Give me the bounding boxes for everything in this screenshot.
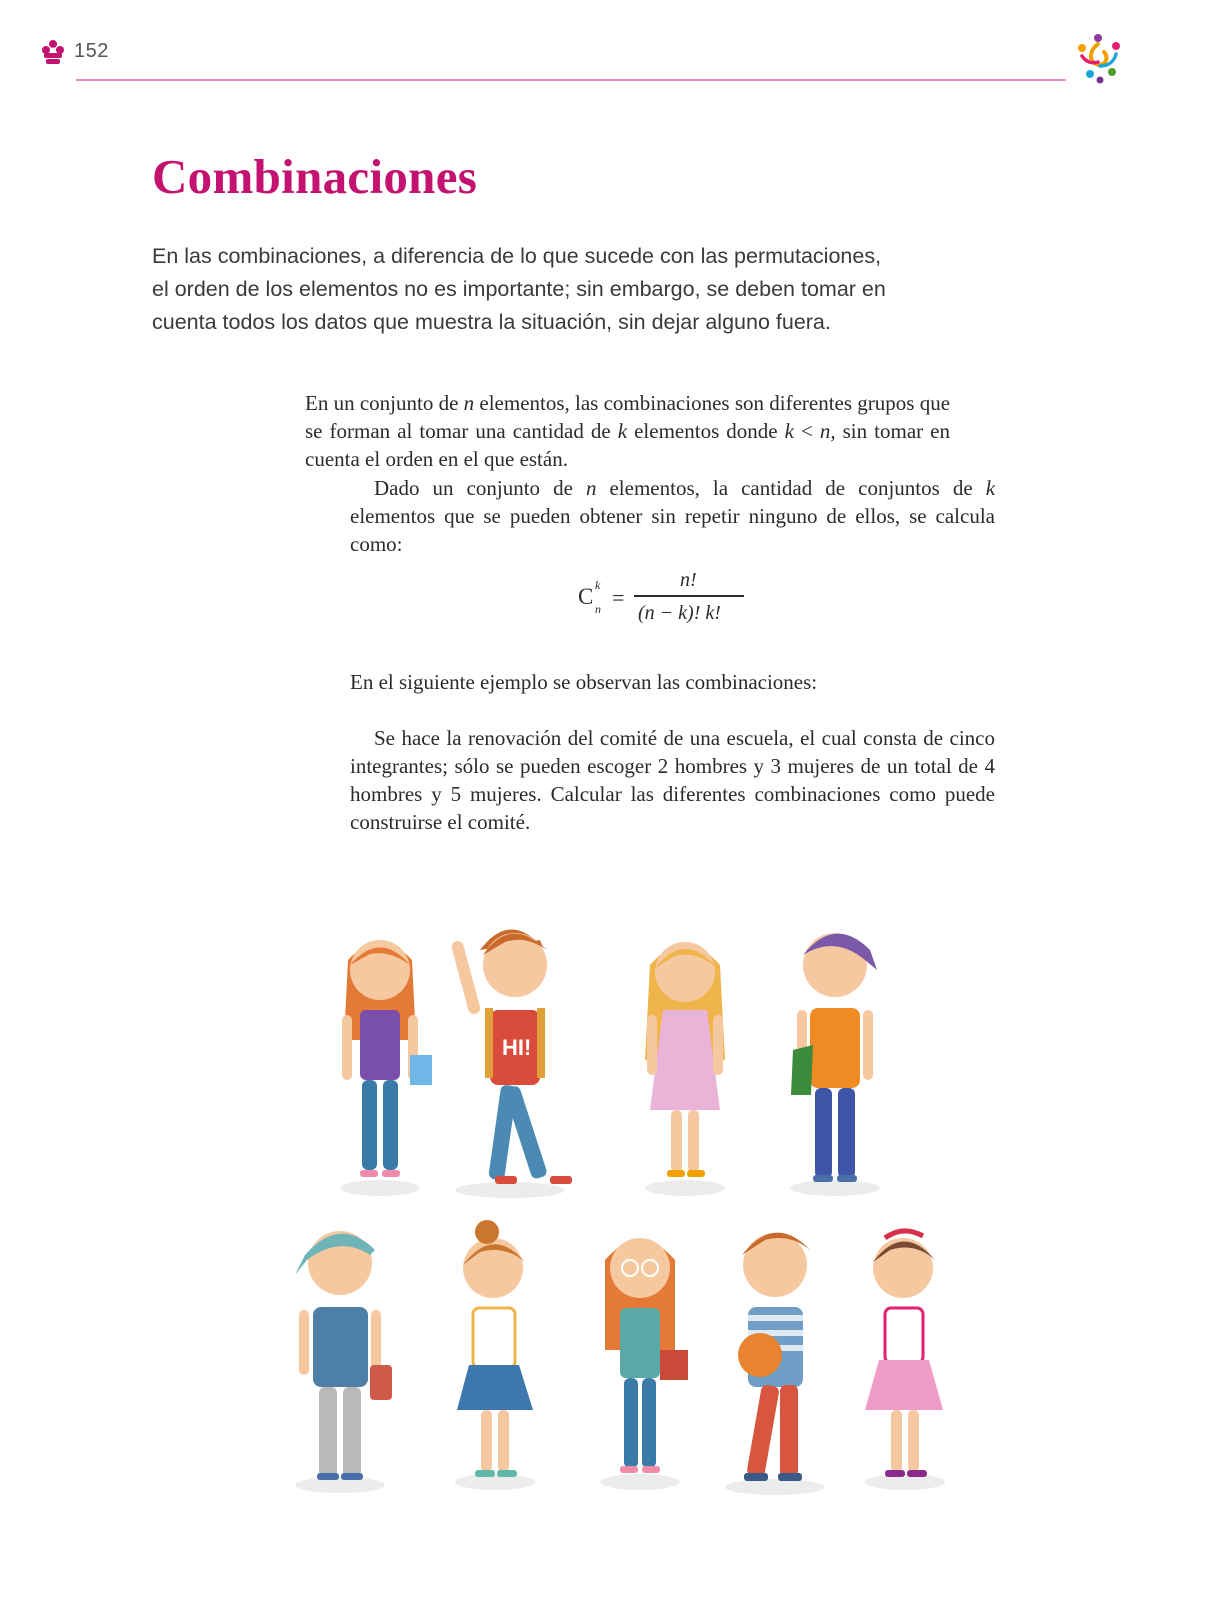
formula-intro-paragraph: Dado un conjunto de n elementos, la cantidad de conjuntos de k elementos que se pueden obtener sin repetir ninguno de ellos, se calcula como: — [350, 476, 996, 556]
colorful-figures-logo-icon — [1070, 32, 1128, 84]
girl-purple-shirt — [340, 940, 432, 1196]
problem-statement: Se hace la renovación del comité de una escuela, el cual consta de cinco integrantes; sólo se pueden escoger 2 hombres y 3 mujeres de un total de 4 hombres y 5 mujeres. Calcular las diferentes combinaciones como puede construirse el comité. — [350, 726, 995, 834]
page-title: Combinaciones — [152, 149, 478, 204]
combination-formula — [578, 566, 778, 636]
formula-subscript: n — [595, 602, 601, 616]
page-number: 152 — [74, 40, 109, 62]
definition-paragraph: En un conjunto de n elementos, las combinaciones son diferentes grupos que se forman al tomar una cantidad de k elementos donde k < n, sin tomar en cuenta el orden en el que están. — [305, 391, 951, 471]
boy-teal-cap — [295, 1231, 392, 1493]
fraction-bar — [634, 595, 744, 597]
page-header — [0, 0, 1214, 100]
boy-purple-cap — [790, 933, 880, 1196]
formula-numerator: n! — [680, 569, 697, 591]
intro-paragraph: En las combinaciones, a diferencia de lo que sucede con las permutaciones, el orden de los elementos no es importante; sin embargo, se deben tomar en cuenta todos los datos que muestra la situación, sin dejar alguno fuera. — [152, 244, 886, 334]
girl-headband — [865, 1231, 945, 1490]
girl-pink-dress — [645, 942, 725, 1196]
formula-symbol: C — [578, 584, 594, 609]
header-rule — [76, 79, 1066, 81]
girl-blue-skirt — [455, 1220, 535, 1490]
flower-emblem-icon — [40, 38, 66, 66]
shirt-text: HI! — [502, 1035, 532, 1060]
girl-glasses — [600, 1238, 688, 1490]
boy-basketball — [725, 1233, 825, 1495]
formula-equals: = — [612, 585, 625, 610]
students-illustration — [270, 900, 970, 1540]
formula-denominator: (n − k)! k! — [638, 602, 721, 624]
boy-hi-shirt — [450, 929, 572, 1198]
formula-superscript: k — [595, 578, 601, 592]
example-intro: En el siguiente ejemplo se observan las combinaciones: — [350, 670, 818, 694]
